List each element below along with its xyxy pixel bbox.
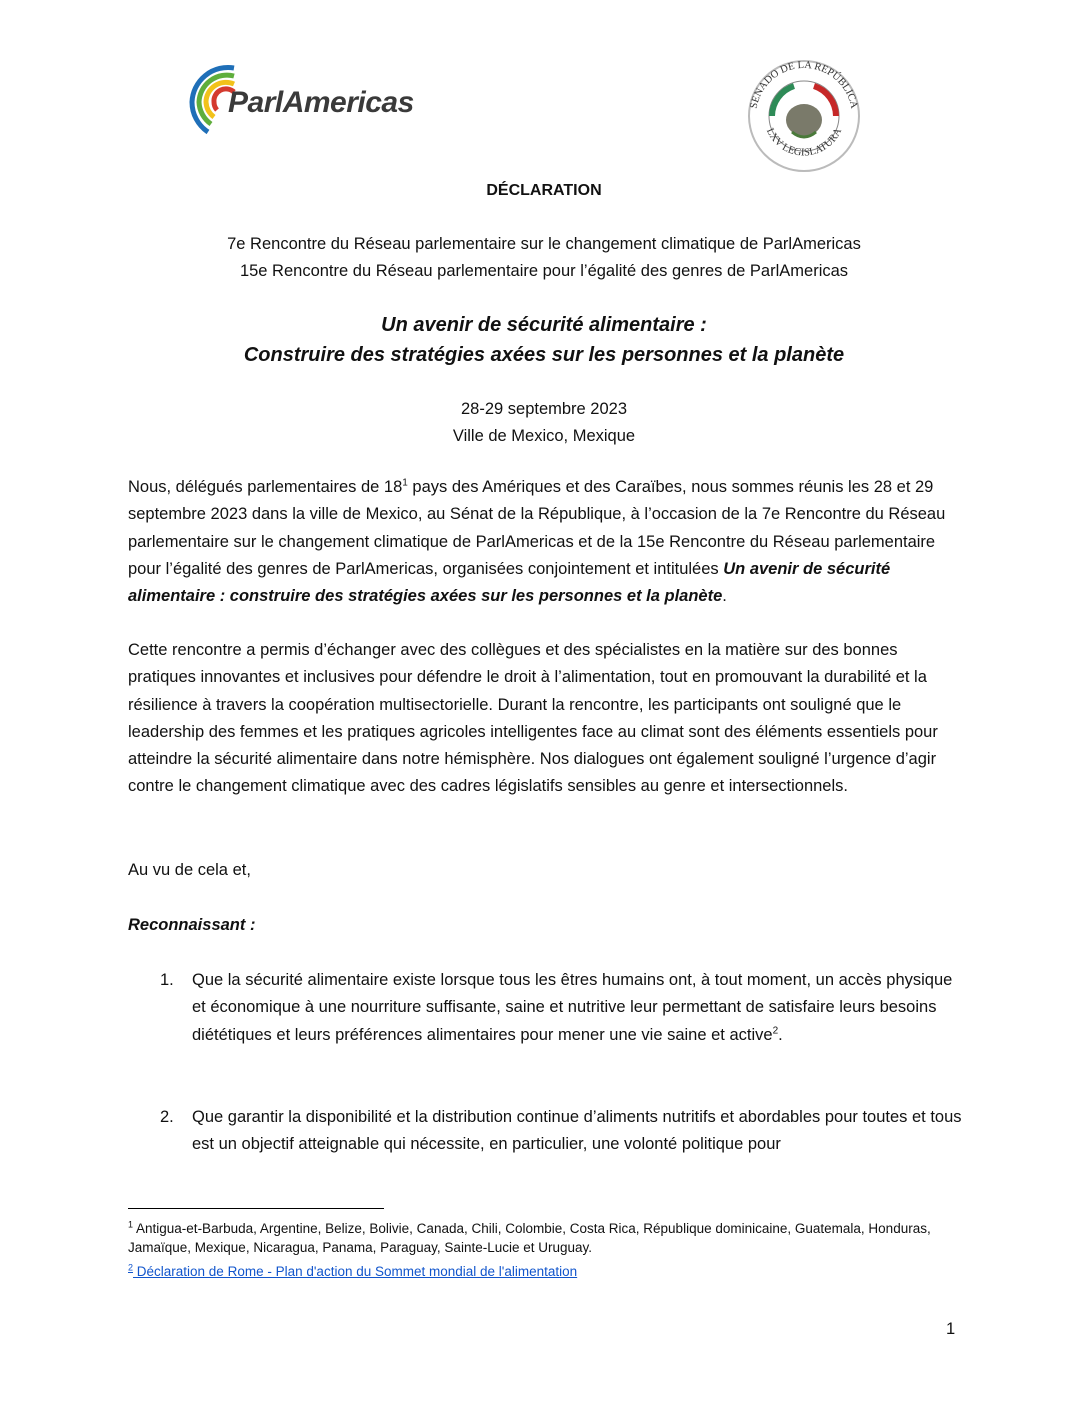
senado-seal — [734, 58, 874, 178]
list-item-2: Que garantir la disponibilité et la distribution continue d’aliments nutritifs et abordables pour toutes et tous est un objectif atteignable qui nécessite, en particulier, une volonté politique pour — [192, 1108, 962, 1154]
date-location — [128, 396, 960, 450]
list-item-1 — [192, 967, 962, 1049]
subtitle-line-2: 15e Rencontre du Réseau parlementaire pour l’égalité des genres de ParlAmericas — [239, 262, 849, 280]
footnote-1 — [128, 1219, 958, 1257]
seal-ring-bottom-text: LXV LEGISLATURA — [763, 126, 845, 159]
paragraph-3: Au vu de cela et, — [128, 861, 251, 879]
senado-seal-icon — [734, 58, 874, 178]
footnote-1-number: 1 — [128, 1219, 134, 1230]
para1-text-a: Nous, délégués parlementaires de 18 — [128, 478, 403, 496]
list-number-2: 2. — [160, 1108, 174, 1126]
list-item-1-end: . — [778, 1025, 783, 1044]
document-heading: DÉCLARATION — [486, 182, 602, 199]
footnote-ref-1[interactable]: 1 — [402, 477, 408, 489]
parlamericas-logo — [186, 62, 454, 142]
footnote-1-text: Antigua-et-Barbuda, Argentine, Belize, Bolivie, Canada, Chili, Colombie, Costa Rica, République dominicaine, Guatemala, Honduras, Jamaïque, Mexique, Nicaragua, Panama, Paraguay, Sainte-Lucie et Uruguay. — [128, 1221, 931, 1255]
page-number: 1 — [946, 1320, 956, 1338]
parlamericas-logo-text: ParlAmericas — [228, 86, 414, 119]
subtitle-line-1: 7e Rencontre du Réseau parlementaire sur le changement climatique de ParlAmericas — [227, 235, 861, 253]
title-line-1: Un avenir de sécurité alimentaire : — [381, 314, 707, 336]
title-line-2: Construire des stratégies axées sur les personnes et la planète — [243, 344, 845, 366]
para1-emphasis: Un avenir de sécurité alimentaire : construire des stratégies axées sur les personnes et la planète — [128, 559, 891, 606]
para1-end: . — [722, 587, 727, 606]
paragraph-1 — [128, 474, 960, 610]
para1-text-b: pays des Amériques et des Caraïbes, nous sommes réunis les 28 et 29 septembre 2023 dans la ville de Mexico, au Sénat de la République, à l’occasion de la 7e Rencontre du Réseau parlementaire sur le changement climatique de ParlAmericas et de la 15e Rencontre du Réseau parlementaire pour l’égalité des genres de ParlAmericas, organisées conjointement et intitulées — [128, 478, 946, 578]
event-date: 28-29 septembre 2023 — [460, 400, 628, 418]
list-item-1-text: Que la sécurité alimentaire existe lorsque tous les êtres humains ont, à tout moment, un accès physique et économique à une nourriture suffisante, saine et nutritive leur permettant de satisfaire leurs besoins diététiques et leurs préférences alimentaires pour mener une vie saine et active — [192, 971, 953, 1044]
footnote-ref-2[interactable]: 2 — [772, 1025, 779, 1037]
paragraph-2: Cette rencontre a permis d’échanger avec des collègues et des spécialistes en la matière sur des bonnes pratiques innovantes et inclusives pour défendre le droit à l’alimentation, tout en promouvant la durabilité et la résilience à travers la coopération multisectorielle. Durant la rencontre, les participants ont souligné que le leadership des femmes et les pratiques agricoles intelligentes face au climat sont des éléments essentiels pour atteindre la sécurité alimentaire dans notre hémisphère. Nos dialogues ont également souligné l’urgence d’agir contre le changement climatique avec des cadres législatifs sensibles au genre et intersectionnels. — [128, 641, 938, 796]
event-location: Ville de Mexico, Mexique — [452, 427, 636, 445]
footnote-separator — [128, 1208, 384, 1209]
footnote-2 — [128, 1262, 958, 1281]
reconnaissant-heading: Reconnaissant : — [128, 916, 256, 934]
document-title — [128, 310, 960, 370]
seal-ring-top-text: SENADO DE LA REPÚBLICA — [748, 59, 860, 110]
list-number-1: 1. — [160, 971, 174, 989]
footnote-2-link[interactable]: Déclaration de Rome - Plan d'action du Sommet mondial de l'alimentation — [133, 1264, 578, 1279]
footnote-2-number: 2 — [128, 1262, 134, 1273]
